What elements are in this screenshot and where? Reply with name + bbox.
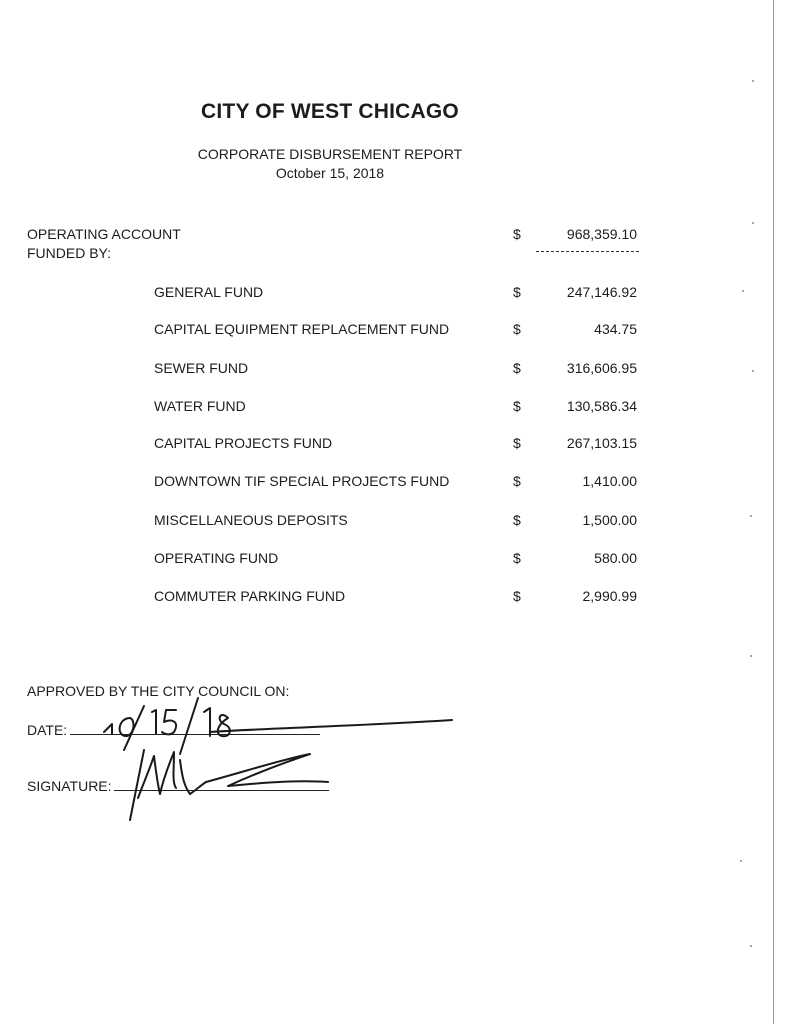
fund-row-amount: 316,606.95 <box>566 360 637 376</box>
fund-row-label: OPERATING FUND <box>154 550 279 566</box>
fund-row-currency: $ <box>513 473 521 489</box>
fund-row-label: COMMUTER PARKING FUND <box>154 588 346 604</box>
fund-row-label: DOWNTOWN TIF SPECIAL PROJECTS FUND <box>154 473 450 489</box>
total-underline <box>536 251 639 252</box>
page-title: CITY OF WEST CHICAGO <box>201 100 459 123</box>
operating-account-label: OPERATING ACCOUNT <box>27 226 181 242</box>
date-label: DATE: <box>27 722 68 738</box>
scan-margin-line <box>773 0 774 1024</box>
scan-speck <box>752 80 754 82</box>
fund-row-amount: 434.75 <box>594 321 637 337</box>
fund-row-currency: $ <box>513 435 521 451</box>
scan-speck <box>752 222 754 224</box>
approval-statement: APPROVED BY THE CITY COUNCIL ON: <box>27 683 290 699</box>
fund-row-amount: 2,990.99 <box>582 588 637 604</box>
operating-currency: $ <box>513 226 521 242</box>
fund-row-currency: $ <box>513 398 521 414</box>
fund-row-label: GENERAL FUND <box>154 284 264 300</box>
report-date: October 15, 2018 <box>275 165 385 181</box>
fund-row-label: MISCELLANEOUS DEPOSITS <box>154 512 348 528</box>
scan-speck <box>752 370 754 372</box>
fund-row-currency: $ <box>513 588 521 604</box>
fund-row-currency: $ <box>513 321 521 337</box>
fund-row-amount: 580.00 <box>594 550 637 566</box>
scan-speck <box>750 945 752 947</box>
fund-row-currency: $ <box>513 360 521 376</box>
fund-row-currency: $ <box>513 512 521 528</box>
scan-speck <box>742 290 744 292</box>
fund-row-label: CAPITAL EQUIPMENT REPLACEMENT FUND <box>154 321 450 337</box>
operating-amount: 968,359.10 <box>566 226 637 242</box>
scan-speck <box>740 860 742 862</box>
scan-speck <box>750 655 752 657</box>
fund-row-currency: $ <box>513 284 521 300</box>
handwritten-signature <box>100 690 460 830</box>
fund-row-label: WATER FUND <box>154 398 246 414</box>
fund-row-amount: 1,410.00 <box>582 473 637 489</box>
fund-row-amount: 247,146.92 <box>566 284 637 300</box>
fund-row-amount: 1,500.00 <box>582 512 637 528</box>
fund-row-label: CAPITAL PROJECTS FUND <box>154 435 333 451</box>
report-subtitle: CORPORATE DISBURSEMENT REPORT <box>197 146 463 162</box>
fund-row-label: SEWER FUND <box>154 360 249 376</box>
fund-row-amount: 130,586.34 <box>566 398 637 414</box>
funded-by-label: FUNDED BY: <box>27 245 112 261</box>
fund-row-currency: $ <box>513 550 521 566</box>
signature-label: SIGNATURE: <box>27 778 112 794</box>
scan-speck <box>750 515 752 517</box>
fund-row-amount: 267,103.15 <box>566 435 637 451</box>
